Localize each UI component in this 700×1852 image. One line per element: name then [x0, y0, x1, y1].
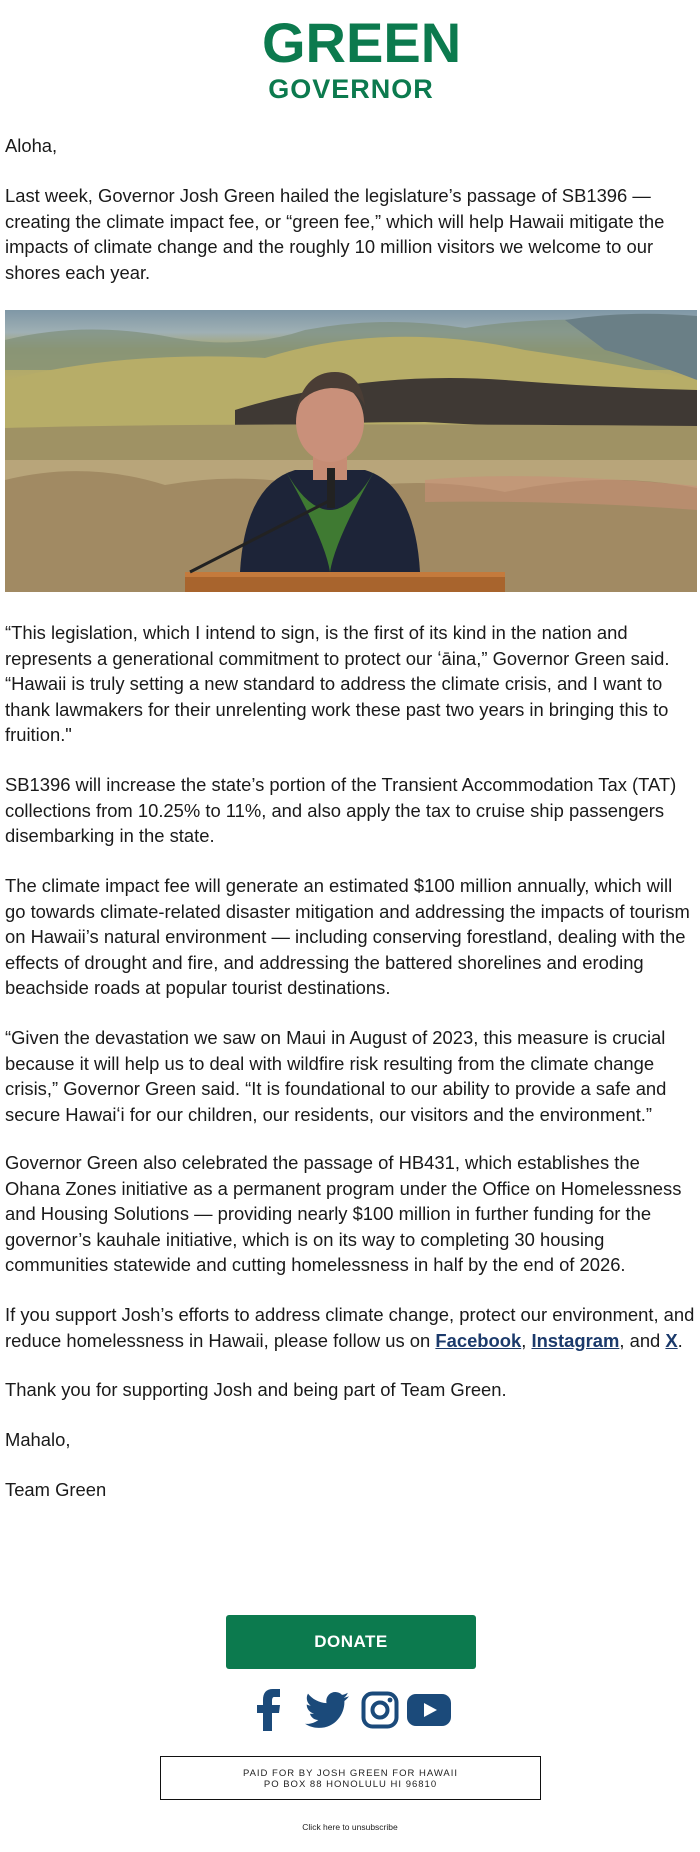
youtube-icon[interactable]	[406, 1688, 452, 1732]
facebook-link[interactable]: Facebook	[435, 1329, 522, 1351]
logo-line-2: GOVERNOR	[268, 74, 434, 104]
unsubscribe-link[interactable]: Click here to unsubscribe	[302, 1822, 398, 1832]
hero-photo-governor-speaking	[5, 310, 697, 592]
follow-separator-1: ,	[521, 1329, 532, 1351]
follow-text: If you support Josh’s efforts to address climate change, protect our environment, and reduce homelessness in Hawaii, please follow us on	[5, 1304, 695, 1351]
follow-separator-2: , and	[619, 1329, 666, 1351]
paragraph-hb431: Governor Green also celebrated the passage of HB431, which establishes the Ohana Zones initiative as a permanent program under the Office on Homelessness and Housing Solutions — providing nearly $100 million in further funding for the governor’s kauhale initiative, which is on its way to completing 30 housing communities statewide and cutting homelessness in half by the end of 2026.	[5, 1152, 682, 1275]
paragraph-governor-quote-1: “This legislation, which I intend to sign, is the first of its kind in the nation and represents a generational commitment to protect our ʻāina,” Governor Green said. “Hawaii is truly setting a new standard to address the climate crisis, and I want to thank lawmakers for their unrelenting work these past two years in bringing this to fruition."	[5, 622, 670, 745]
x-link[interactable]: X	[665, 1329, 678, 1351]
facebook-icon[interactable]	[248, 1688, 292, 1732]
donate-button[interactable]: DONATE	[226, 1615, 476, 1669]
paid-for-line-2: PO BOX 88 HONOLULU HI 96810	[263, 1779, 438, 1790]
paid-for-line-1: PAID FOR BY JOSH GREEN FOR HAWAII	[242, 1768, 459, 1779]
greeting: Aloha,	[5, 135, 58, 156]
closing-mahalo: Mahalo,	[5, 1429, 71, 1450]
green-governor-logo	[262, 11, 462, 106]
paragraph-sb1396: Last week, Governor Josh Green hailed the legislature’s passage of SB1396 — creating the climate impact fee, or “green fee,” which will help Hawaii mitigate the impacts of climate change and the roughly 10 million visitors we welcome to our shores each year.	[5, 185, 665, 283]
signature-team-green: Team Green	[5, 1479, 107, 1500]
paragraph-thank-you: Thank you for supporting Josh and being part of Team Green.	[5, 1379, 507, 1400]
instagram-link[interactable]: Instagram	[531, 1329, 620, 1351]
logo-line-1: GREEN	[262, 11, 462, 74]
paragraph-tat-increase: SB1396 will increase the state’s portion of the Transient Accommodation Tax (TAT) collections from 10.25% to 11%, and also apply the tax to cruise ship passengers disembarking in the state.	[5, 774, 677, 846]
follow-end: .	[677, 1329, 683, 1351]
paragraph-governor-quote-2: “Given the devastation we saw on Maui in August of 2023, this measure is crucial because it will help us to deal with wildfire risk resulting from the climate change crisis,” Governor Green said. “It is foundational to our ability to provide a safe and secure Hawaiʻi for our children, our residents, our visitors and the environment.”	[5, 1027, 667, 1125]
paragraph-follow-us	[5, 1302, 697, 1353]
paid-for-disclaimer	[160, 1756, 541, 1800]
paragraph-climate-fee: The climate impact fee will generate an estimated $100 million annually, which will go towards climate-related disaster mitigation and addressing the impacts of tourism on Hawaii’s natural environment — including conserving forestland, dealing with the effects of drought and fire, and addressing the battered shorelines and eroding beachside roads at popular tourist destinations.	[5, 875, 690, 998]
twitter-icon[interactable]	[304, 1688, 350, 1732]
instagram-icon[interactable]	[358, 1688, 402, 1732]
